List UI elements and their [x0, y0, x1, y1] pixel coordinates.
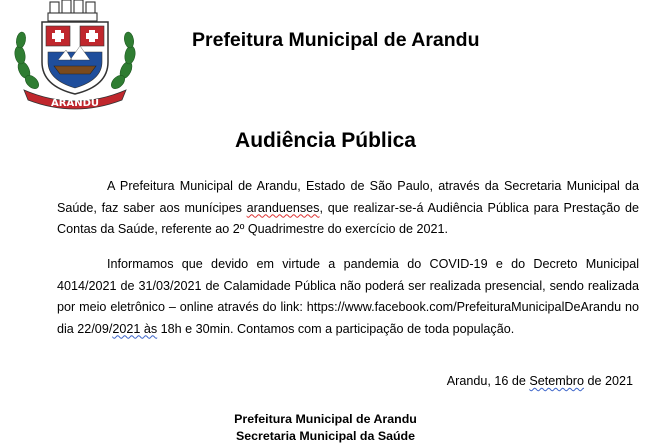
dateline-text: de 2021 [583, 374, 633, 388]
crest-banner-text: ARANDU [51, 98, 99, 109]
signature-line-2: Secretaria Municipal da Saúde [235, 429, 416, 443]
grammar-flag-text: 2021 às [112, 321, 158, 336]
paragraph-text: A Prefeitura Municipal de Arandu, Estado de São Paulo, através da Secretaria Municipal da Saúde, faz saber aos munícipes [57, 179, 639, 215]
paragraph-text: Informamos que devido em virtude a pandemia do COVID-19 e do Decreto Municipal 4014/2021 de 31/03/2021 de Calamidade Pública não poderá ser realizada presencial, sendo realizada por meio eletrônico – online através do link: https://www.facebook.com/PrefeituraMunicipalDeArandu no dia 22/09/ [57, 257, 639, 336]
header-title: Prefeitura Municipal de Arandu [192, 29, 480, 51]
municipal-crest [10, 0, 140, 110]
dateline-month: Setembro [529, 374, 584, 388]
spellcheck-word: aranduenses [246, 200, 320, 215]
paragraph-announcement [57, 176, 639, 241]
paragraph-details [57, 254, 639, 340]
coat-of-arms-icon [10, 0, 140, 110]
paragraph-text: 18h e 30min. Contamos com a participação de toda população. [157, 321, 515, 336]
dateline-text: Arandu, 16 de [446, 374, 530, 388]
signature-block [0, 411, 651, 445]
document-title: Audiência Pública [235, 129, 416, 152]
dateline [447, 374, 633, 388]
paragraph-text: , que realizar-se-á Audiência Pública para Prestação de Contas da Saúde, referente ao 2º Quadrimestre do exercício de 2021. [57, 200, 640, 236]
signature-line-1: Prefeitura Municipal de Arandu [234, 412, 417, 426]
